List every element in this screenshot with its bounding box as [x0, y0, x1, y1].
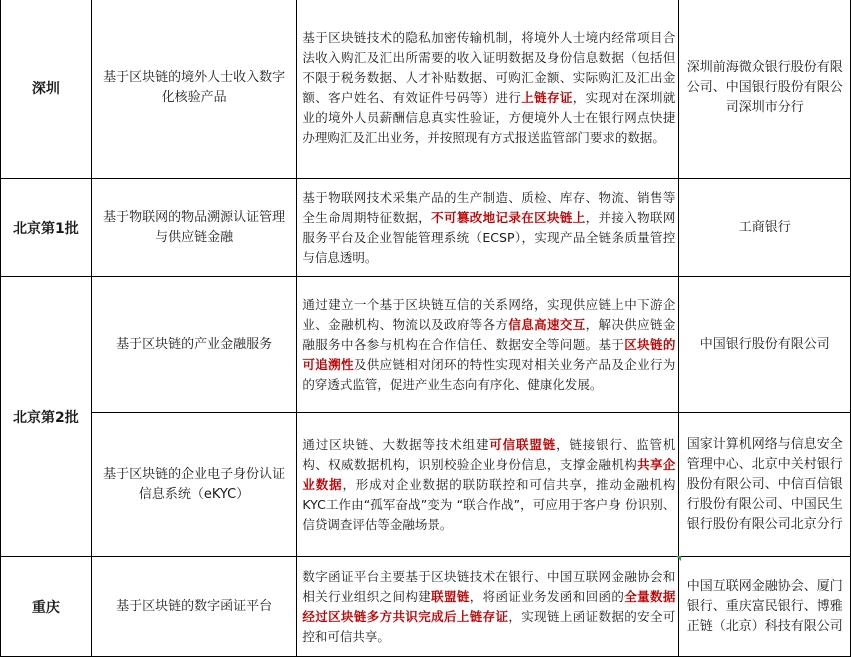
description-text: ，解决供应链金融服务中各参与机构在合作信任、数据安全等问题。基于 [302, 316, 676, 352]
product-name-cell: 基于物联网的物品溯源认证管理与供应链金融 [91, 179, 297, 277]
product-name-cell: 基于区块链的境外人士收入数字化核验产品 [91, 0, 297, 179]
table-row [1, 179, 851, 277]
description-text: ，将函证业务发函和回函的 [469, 588, 625, 604]
description-highlight: 联盟链 [431, 588, 470, 604]
description-text: 基于物联网技术采集产品的生产制造、质检、库存、物流、销售等全生命周期特征数据， [302, 189, 676, 225]
description-highlight: 信息高速交互 [508, 316, 586, 332]
table-row [1, 557, 851, 657]
description-text: 通过建立一个基于区块链互信的关系网络，实现供应链上中下游企业、金融机构、物流以及政府等各方 [302, 296, 676, 332]
product-name-cell: 基于区块链的数字函证平台 [91, 557, 297, 657]
description-cell [297, 179, 679, 277]
institution-cell: 中国银行股份有限公司 [679, 277, 851, 413]
description-highlight: 全量数据经过区块链多方共识完成后上链存证 [302, 588, 676, 624]
description-highlight: 上链存证 [521, 89, 573, 105]
institution-cell: 深圳前海微众银行股份有限公司、中国银行股份有限公司深圳市分行 [679, 0, 851, 179]
region-cell: 重庆 [1, 557, 92, 657]
region-cell: 深圳 [1, 0, 92, 179]
comment-marker-icon [676, 556, 681, 561]
description-text: ，并接入物联网服务平台及企业智能管理系统（ECSP），实现产品全链条质量管控与信息透明。 [302, 209, 676, 265]
description-text: 数字函证平台主要基于区块链技术在银行、中国互联网金融协会和相关行业组织之间构建 [302, 568, 676, 604]
description-highlight: 共享企业数据 [302, 456, 676, 492]
description-cell [297, 413, 679, 557]
description-cell [297, 277, 679, 413]
table-row [1, 277, 851, 413]
product-name-cell: 基于区块链的企业电子身份认证信息系统（eKYC） [91, 413, 297, 557]
institution-cell: 国家计算机网络与信息安全管理中心、北京中关村银行股份有限公司、中信百信银行股份有限公司、中国民生银行股份有限公司北京分行 [679, 413, 851, 557]
institution-cell: 中国互联网金融协会、厦门银行、重庆富民银行、博雅正链（北京）科技有限公司 [679, 557, 851, 657]
description-text: ，实现对在深圳就业的境外人员薪酬信息真实性验证，方便境外人士在银行网点快捷办理购汇及汇出业务，并按照现有方式报送监管部门要求的数据。 [302, 89, 676, 145]
description-text: 基于区块链技术的隐私加密传输机制，将境外人士境内经常项目合法收入购汇及汇出所需要的收入证明数据及身份信息数据（包括但不限于税务数据、人才补贴数据、可购汇金额、实际购汇及汇出金额、客户姓名、有效证件号码等）进行 [302, 29, 676, 105]
region-cell: 北京第1批 [1, 179, 92, 277]
description-cell [297, 0, 679, 179]
description-text: 通过区块链、大数据等技术组建 [302, 436, 490, 452]
table-row [1, 0, 851, 179]
description-highlight: 区块链的可追溯性 [302, 336, 676, 372]
description-highlight: 不可篡改地记录在区块链上 [431, 209, 586, 225]
region-cell: 北京第2批 [1, 277, 92, 557]
description-text: ，形成对企业数据的联防联控和可信共享，推动金融机构KYC工作由“孤军奋战”变为 “联合作战”，可应用于客户身 份识别、信贷调查评估等金融场景。 [302, 476, 676, 532]
institution-cell: 工商银行 [679, 179, 851, 277]
description-text: 及供应链相对闭环的特性实现对相关业务产品及企业行为的穿透式监管，促进产业生态向有序化、健康化发展。 [302, 356, 676, 392]
product-name-cell: 基于区块链的产业金融服务 [91, 277, 297, 413]
description-highlight: 可信联盟链 [489, 436, 557, 452]
description-cell [297, 557, 679, 657]
description-text: ，实现链上函证数据的安全可控和可信共享。 [302, 608, 676, 644]
table-row [1, 413, 851, 557]
description-text: ，链接银行、监管机构、权威数据机构，识别校验企业身份信息，支撑金融机构 [302, 436, 676, 472]
